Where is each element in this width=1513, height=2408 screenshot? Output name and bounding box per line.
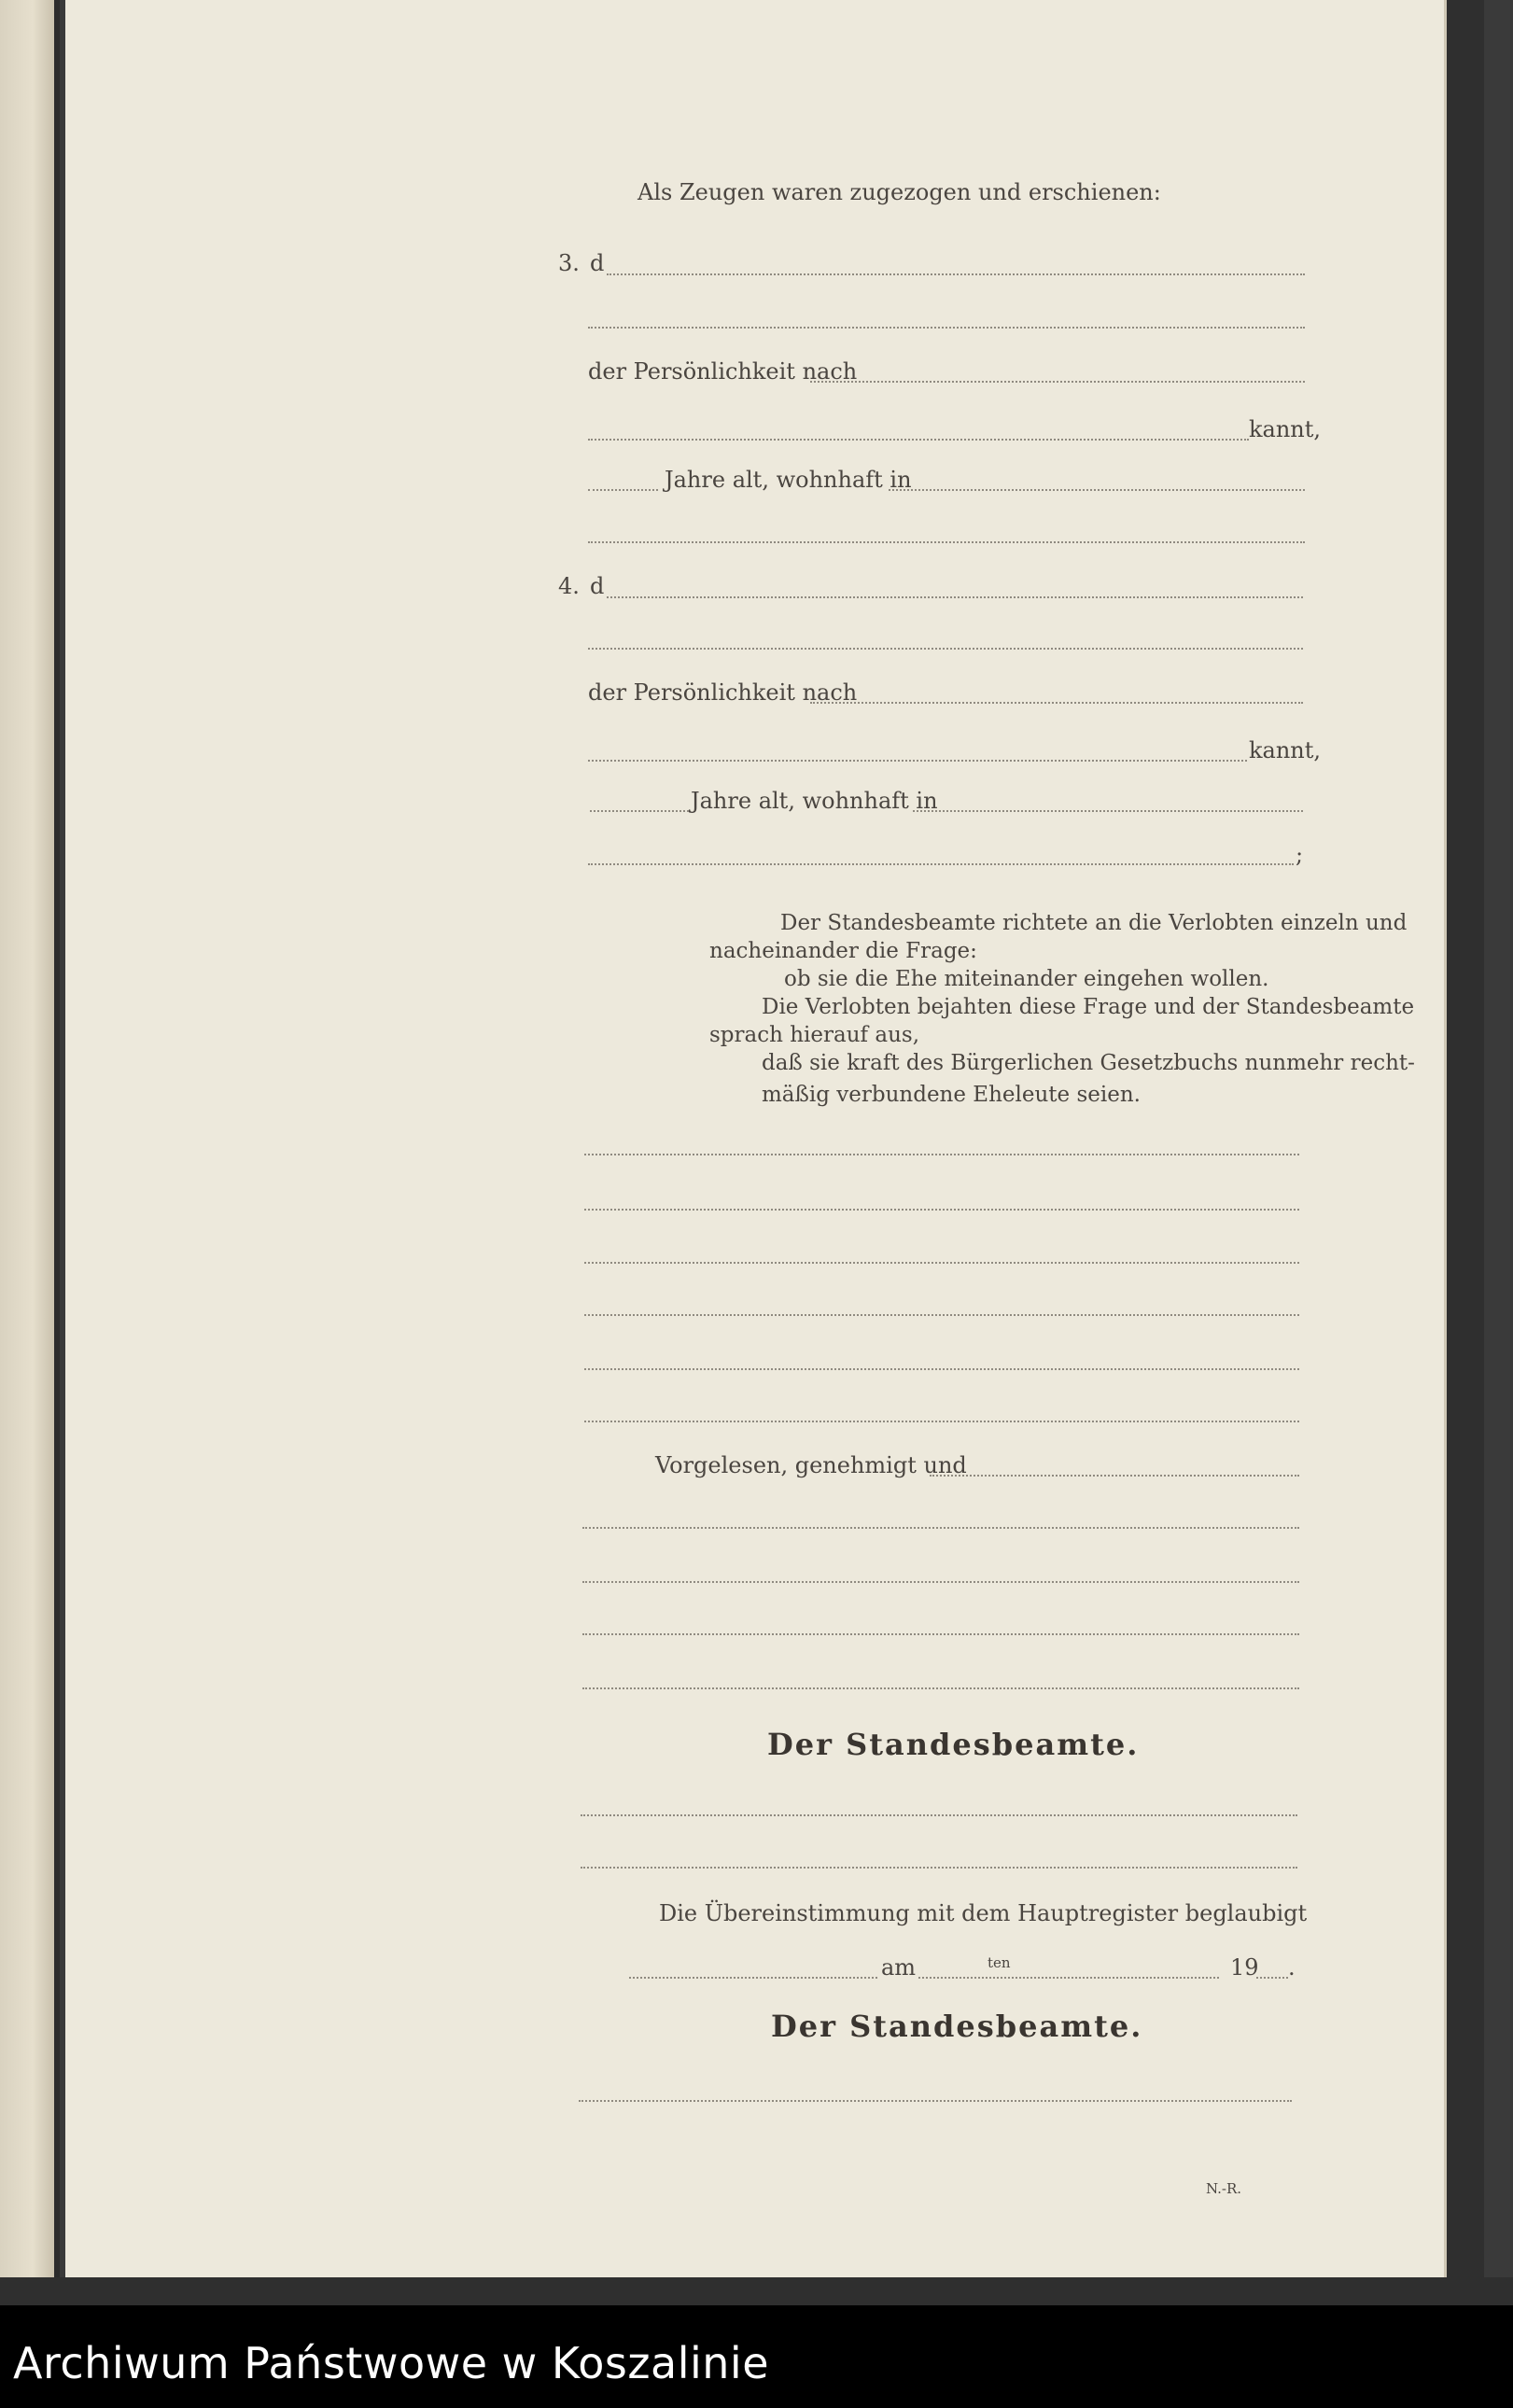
official-signature-line (581, 1867, 1297, 1869)
witness4-age-label: Jahre alt, wohnhaft in (691, 788, 938, 814)
witness4-residence-line (913, 810, 1303, 812)
witness3-identity-label: der Persönlichkeit nach (588, 358, 858, 385)
witness3-residence-line (889, 489, 1305, 491)
witness3-age-line (588, 489, 658, 491)
witness4-known-line (588, 760, 1247, 762)
witness4-residence-line-2 (588, 863, 1294, 865)
witness4-prefix: d (590, 573, 605, 599)
official-signature-line-2 (579, 2100, 1292, 2102)
read-approved-label: Vorgelesen, genehmigt und (655, 1452, 967, 1478)
archive-caption: Archiwum Państwowe w Koszalinie (13, 2338, 769, 2388)
official-signature-line (581, 1814, 1297, 1816)
witness4-number: 4. (558, 573, 580, 599)
witness3-known-label: kannt, (1249, 416, 1322, 442)
question-line-3: ob sie die Ehe miteinander eingehen wollen. (784, 967, 1269, 991)
signature-line (582, 1527, 1299, 1529)
witness3-prefix: d (590, 250, 605, 276)
witness3-residence-line-2 (588, 541, 1305, 543)
official-title-1: Der Standesbeamte. (767, 1727, 1140, 1762)
witnesses-heading: Als Zeugen waren zugezogen und erschienen: (637, 179, 1161, 205)
read-approved-line (930, 1475, 1299, 1477)
blank-line (584, 1262, 1299, 1264)
witness3-known-line (588, 439, 1249, 441)
form-code: N.-R. (1206, 2180, 1242, 2197)
witness4-identity-label: der Persönlichkeit nach (588, 679, 858, 706)
date-ten: ten (988, 1954, 1011, 1971)
question-line-2: nacheinander die Frage: (709, 939, 977, 963)
date-day-line (918, 1977, 1021, 1979)
date-place-line (629, 1977, 877, 1979)
date-month-line (1023, 1977, 1219, 1979)
blank-line (584, 1368, 1299, 1370)
witness3-number: 3. (558, 250, 580, 276)
date-end: . (1288, 1954, 1296, 1981)
certification-text: Die Übereinstimmung mit dem Hauptregister beglaubigt (659, 1900, 1308, 1926)
question-line-5: sprach hierauf aus, (709, 1023, 920, 1047)
date-am: am (881, 1954, 917, 1981)
witness4-age-line (590, 810, 689, 812)
question-line-6: daß sie kraft des Bürgerlichen Gesetzbuchs nunmehr recht- (762, 1051, 1415, 1075)
blank-line (584, 1209, 1299, 1211)
blank-line (584, 1154, 1299, 1155)
official-title-2: Der Standesbeamte. (771, 2009, 1143, 2044)
witness4-name-line (607, 596, 1303, 598)
page-edge-shadow (1447, 0, 1484, 2277)
witness3-line-2 (588, 327, 1305, 329)
witness4-known-label: kannt, (1249, 737, 1322, 763)
date-year-prefix: 19 (1230, 1954, 1259, 1981)
witness3-age-label: Jahre alt, wohnhaft in (665, 467, 912, 493)
question-line-7: mäßig verbundene Eheleute seien. (762, 1083, 1141, 1107)
witness4-identity-line (810, 702, 1303, 704)
witness4-line-2 (588, 648, 1303, 650)
question-line-4: Die Verlobten bejahten diese Frage und der Standesbeamte (762, 995, 1415, 1019)
signature-line (582, 1633, 1299, 1635)
signature-line (582, 1687, 1299, 1689)
blank-line (584, 1314, 1299, 1316)
date-year-line (1256, 1977, 1288, 1979)
question-line-1: Der Standesbeamte richtete an die Verlobten einzeln und (780, 911, 1408, 935)
scan-bottom-band (0, 2277, 1513, 2305)
witness3-name-line (607, 273, 1305, 275)
witness4-end-mark: ; (1296, 842, 1304, 868)
document-page (65, 0, 1447, 2277)
signature-line (582, 1581, 1299, 1583)
blank-line (584, 1421, 1299, 1422)
book-binding (0, 0, 60, 2305)
witness3-identity-line (810, 381, 1305, 383)
